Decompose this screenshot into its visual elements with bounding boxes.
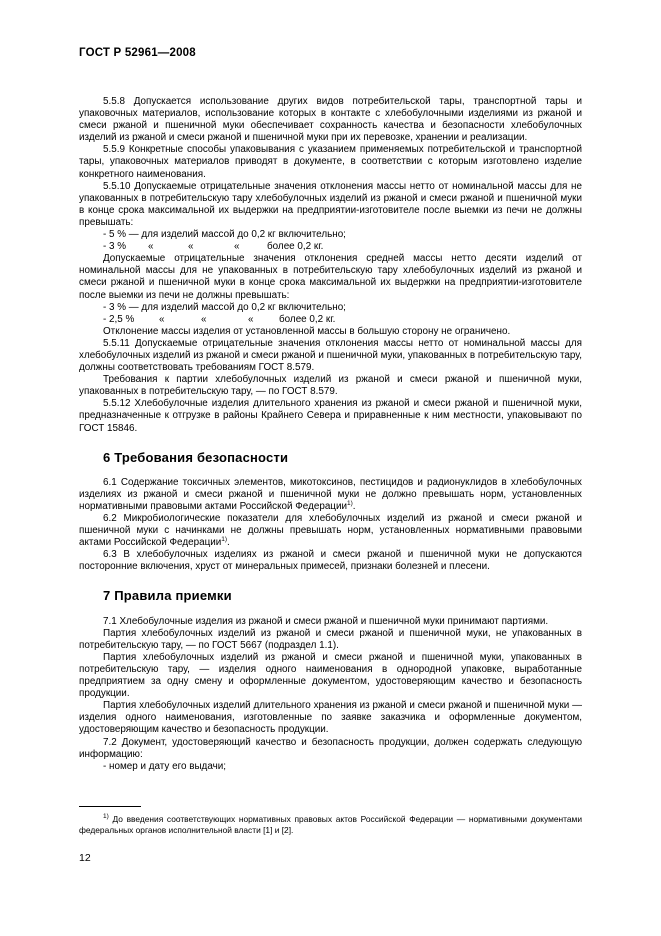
paragraph-6-3: 6.3 В хлебобулочных изделиях из ржаной и смеси ржаной и пшеничной муки не допускаются посторонние включения, хруст от минеральных примесей, признаки болезней и плесени. bbox=[79, 549, 582, 573]
footnote-mark: 1) bbox=[103, 813, 109, 820]
list-item: - 3 % — для изделий массой до 0,2 кг включительно; bbox=[103, 301, 346, 313]
paragraph-5-5-10-c: Отклонение массы изделия от установленной массы в большую сторону не ограничено. bbox=[103, 325, 511, 337]
paragraph-7-1-d: Партия хлебобулочных изделий длительного хранения из ржаной и смеси ржаной и пшеничной муки — изделия одного наименования, изготовленные по заявке заказчика и оформленные документом, удостоверяющим качество и безопасность продукции. bbox=[79, 700, 582, 736]
list-item: - номер и дату его выдачи; bbox=[103, 760, 227, 772]
document-body bbox=[79, 96, 582, 773]
paragraph-5-5-11: 5.5.11 Допускаемые отрицательные значения отклонения массы нетто от номинальной массы для хлебобулочных изделий из ржаной и смеси ржаной и пшеничной муки, упакованных в потребительскую тару, должны соответствовать требованиям ГОСТ 8.579. bbox=[79, 337, 582, 374]
paragraph-5-5-10: 5.5.10 Допускаемые отрицательные значения отклонения массы нетто от номинальной массы для не упакованных в потребительскую тару хлебобулочных изделий из ржаной и смеси ржаной и пшеничной муки в конце срока максимальной их выдержки на предприятии-изготовителе после выемки из печи не должны превышать: bbox=[79, 180, 582, 228]
footnote-ref: 1) bbox=[347, 499, 353, 507]
list-item: - 3 % « « « более 0,2 кг. bbox=[103, 241, 324, 253]
paragraph-7-1-c: Партия хлебобулочных изделий из ржаной и смеси ржаной и пшеничной муки, упакованных в потребительскую тару, — изделия одного наименования в однородной упаковке, выработанные предприятием за одну смену и оформленные документом, удостоверяющим качество и безопасность продукции. bbox=[79, 651, 582, 700]
paragraph-6-1: 6.1 Содержание токсичных элементов, микотоксинов, пестицидов и радионуклидов в хлебобулочных изделиях из ржаной и смеси ржаной и пшеничной муки не должно превышать норм, установленных нормативными правовыми актами Российской Федерации$^{1)}$. bbox=[79, 476, 582, 512]
paragraph-5-5-8: 5.5.8 Допускается использование других видов потребительской тары, транспортной тары и упаковочных материалов, использование которых в контакте с хлебобулочными изделиями из ржаной и смеси ржаной и пшеничной муки обеспечивает сохранность качества и безопасности хлебобулочных изделий из ржаной и смеси ржаной и пшеничной муки при их перевозке, хранении и реализации. bbox=[79, 96, 582, 144]
section-7-heading: 7 Правила приемки bbox=[103, 588, 232, 604]
paragraph-6-2: 6.2 Микробиологические показатели для хлебобулочных изделий из ржаной и смеси ржаной и пшеничной муки с начинками не должны превышать норм, установленных нормативными правовыми актами Российской Федерации$^{1)}$. bbox=[79, 513, 582, 549]
page-number: 12 bbox=[79, 852, 91, 864]
section-6-heading: 6 Требования безопасности bbox=[103, 449, 289, 465]
paragraph-7-2: 7.2 Документ, удостоверяющий качество и безопасность продукции, должен содержать следующую информацию: bbox=[79, 736, 582, 760]
list-item: - 5 % — для изделий массой до 0,2 кг включительно; bbox=[103, 229, 346, 241]
paragraph-5-5-10-b: Допускаемые отрицательные значения отклонения средней массы нетто десяти изделий от номинальной массы для не упакованных в потребительскую тару хлебобулочных изделий из ржаной и смеси ржаной и пшеничной муки в конце срока максимальной их выдержки на предприятии-изготовителе после выемки из печи не должны превышать: bbox=[79, 253, 582, 301]
footnote-separator bbox=[79, 806, 141, 807]
paragraph-7-1-b: Партия хлебобулочных изделий из ржаной и смеси ржаной и пшеничной муки, не упакованных в потребительскую тару, — по ГОСТ 5667 (подраздел 1.1). bbox=[79, 627, 582, 651]
list-item: - 2,5 % « « « более 0,2 кг. bbox=[103, 313, 336, 325]
paragraph-7-1: 7.1 Хлебобулочные изделия из ржаной и смеси ржаной и пшеничной муки принимают партиями. bbox=[103, 615, 549, 627]
footnote: $^{1)}$ До введения соответствующих нормативных правовых актов Российской Федерации — нормативными документами федеральных органов исполнительной власти [1] и [2]. bbox=[79, 813, 582, 835]
footnote-ref: 1) bbox=[221, 536, 228, 544]
document-header: ГОСТ Р 52961—2008 bbox=[79, 47, 196, 59]
paragraph-5-5-12: 5.5.12 Хлебобулочные изделия длительного хранения из ржаной и смеси ржаной и пшеничной муки, предназначенные к отгрузке в районы Крайнего Севера и приравненные к ним местности, упаковывают по ГОСТ 15846. bbox=[79, 398, 582, 434]
paragraph-5-5-9: 5.5.9 Конкретные способы упаковывания с указанием применяемых потребительской и транспортной тары, упаковочных материалов приводят в документе, в соответствии с которым изготовлено изделие конкретного наименования. bbox=[79, 144, 582, 180]
paragraph-5-5-11-b: Требования к партии хлебобулочных изделий из ржаной и смеси ржаной и пшеничной муки, упакованных в потребительскую тару, — по ГОСТ 8.579. bbox=[79, 374, 582, 398]
